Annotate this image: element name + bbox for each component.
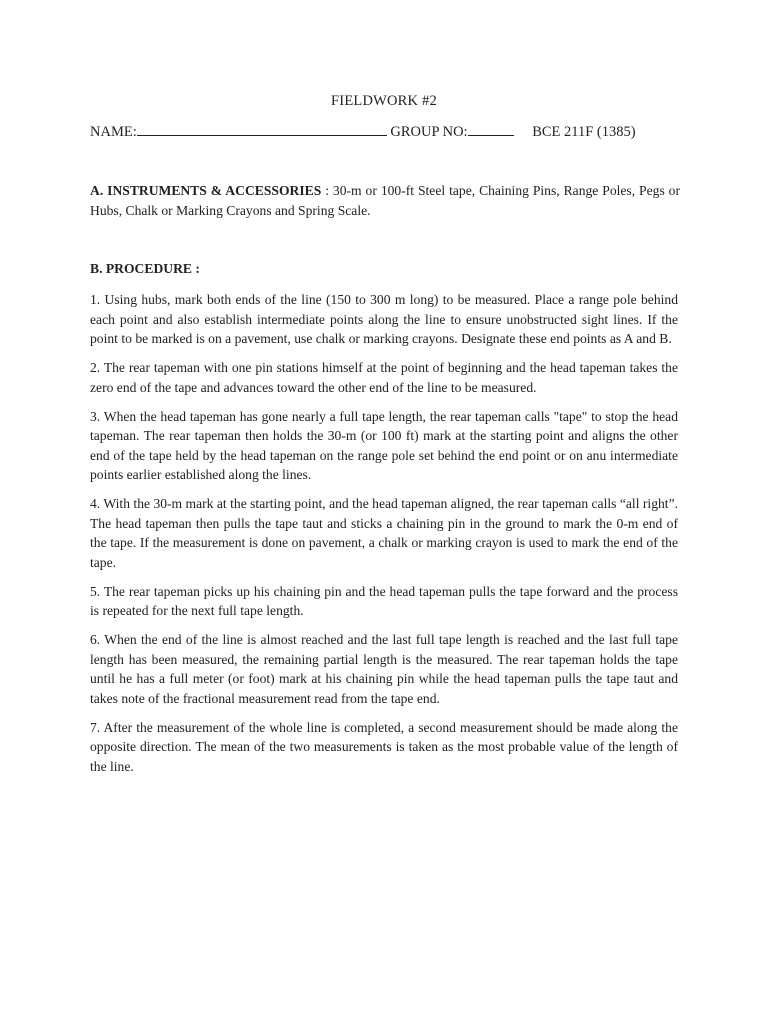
group-label: GROUP NO:	[390, 124, 468, 140]
procedure-step: 3. When the head tapeman has gone nearly a full tape length, the rear tapeman calls "tape" to stop the head tapeman. The rear tapeman then holds the 30-m (or 100 ft) mark at the starting point and aligns the other end of the tape held by the head tapeman on the range pole set behind the end point or on anu intermediate points earlier established along the lines.	[90, 408, 678, 482]
procedure-step: 1. Using hubs, mark both ends of the line (150 to 300 m long) to be measured. Place a range pole behind each point and also establish intermediate points along the line to ensure unobstructed sight lines. If the point to be marked is on a pavement, use chalk or marking crayons. Designate these end points as A and B.	[90, 292, 678, 346]
instruments-section	[90, 181, 680, 220]
procedure-steps	[90, 290, 678, 786]
page-title: FIELDWORK #2	[331, 93, 437, 109]
instruments-heading: A. INSTRUMENTS & ACCESSORIES	[90, 183, 322, 198]
group-blank-line	[468, 123, 514, 136]
course-code: BCE 211F (1385)	[532, 124, 636, 140]
procedure-step: 7. After the measurement of the whole line is completed, a second measurement should be made along the opposite direction. The mean of the two measurements is taken as the most probable value of the length of the line.	[90, 719, 678, 774]
name-label: NAME:	[90, 124, 137, 140]
procedure-step: 5. The rear tapeman picks up his chaining pin and the head tapeman pulls the tape forward and the process is repeated for the next full tape length.	[90, 583, 678, 618]
procedure-heading: B. PROCEDURE :	[90, 261, 200, 276]
procedure-step: 4. With the 30-m mark at the starting point, and the head tapeman aligned, the rear tapeman calls “all right”. The head tapeman then pulls the tape taut and sticks a chaining pin in the ground to mark the 0-m end of the tape. If the measurement is done on pavement, a chalk or marking crayon is used to mark the end of the tape.	[90, 496, 678, 570]
instruments-separator: :	[321, 183, 333, 198]
instruments-text: 30-m or 100-ft Steel tape, Chaining Pins, Range Poles, Pegs or Hubs, Chalk or Marking Crayons and Spring Scale.	[90, 183, 681, 218]
student-info-line	[90, 123, 690, 141]
procedure-step: 6. When the end of the line is almost reached and the last full tape length is reached and the last full tape length has been measured, the remaining partial length is the measured. The rear tapeman holds the tape until he has a full meter (or foot) mark at his chaining pin while the head tapeman pulls the tape taut and takes note of the fractional measurement read from the tape end.	[90, 632, 678, 706]
procedure-step: 2. The rear tapeman with one pin stations himself at the point of beginning and the head tapeman takes the zero end of the tape and advances toward the other end of the line to be measured.	[90, 360, 678, 395]
name-blank-line	[137, 123, 387, 136]
